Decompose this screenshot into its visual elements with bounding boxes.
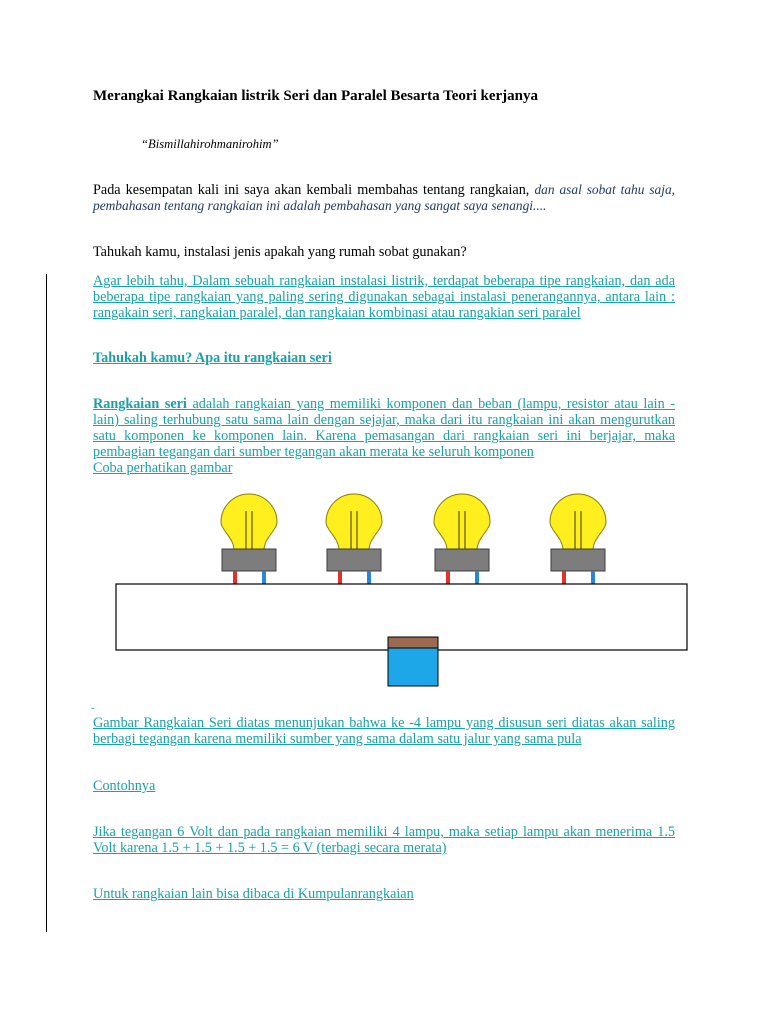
series-definition-text: adalah rangkaian yang memiliki komponen dan beban (lampu, resistor atau lain - lain) saling terhubung satu sama lain dengan sejajar, maka dari itu rangkaian ini akan mengurutkan satu komponen ke komponen lain. Karena pemasangan dari rangkaian seri ini berjajar, maka pembagian tegangan dari sumber tegangan akan merata ke seluruh komponen bbox=[93, 396, 675, 460]
lamp-bulb bbox=[221, 494, 277, 550]
example-heading[interactable]: Contohnya bbox=[93, 778, 156, 794]
installation-types-paragraph[interactable]: Agar lebih tahu, Dalam sebuah rangkaian instalasi listrik, terdapat beberapa tipe rangkaian, dan ada beberapa tipe rangkaian yang paling sering digunakan sebagai instalasi penerangannya, antara lain : rangakain seri, rangkaian paralel, dan rangkaian kombinasi atau rangakian seri paralel bbox=[93, 273, 675, 321]
lamp-terminal-right bbox=[591, 571, 595, 584]
series-term: Rangkaian seri bbox=[93, 396, 187, 412]
lamp-2 bbox=[326, 494, 382, 584]
lamp-1 bbox=[221, 494, 277, 584]
lamp-terminal-right bbox=[475, 571, 479, 584]
battery bbox=[388, 637, 438, 686]
lamp-bulb bbox=[550, 494, 606, 550]
lamp-terminal-left bbox=[338, 571, 342, 584]
caption-mark: - bbox=[91, 703, 95, 714]
lamp-terminal-right bbox=[367, 571, 371, 584]
lamp-terminal-left bbox=[562, 571, 566, 584]
lamp-base bbox=[327, 549, 381, 571]
battery-top bbox=[388, 637, 438, 648]
lamp-terminal-right bbox=[262, 571, 266, 584]
lamp-base bbox=[222, 549, 276, 571]
more-circuits-link[interactable]: Untuk rangkaian lain bisa dibaca di Kumpulanrangkaian bbox=[93, 886, 414, 902]
figure-caption[interactable]: Gambar Rangkaian Seri diatas menunjukan bahwa ke -4 lampu yang disusun seri diatas akan saling berbagi tegangan karena memiliki sumber yang sama dalam satu jalur yang sama pula bbox=[93, 715, 675, 747]
lamp-terminal-left bbox=[446, 571, 450, 584]
series-heading[interactable]: Tahukah kamu? Apa itu rangkaian seri bbox=[93, 350, 332, 366]
lamp-base bbox=[551, 549, 605, 571]
question-text: Tahukah kamu, instalasi jenis apakah yang rumah sobat gunakan? bbox=[93, 244, 467, 260]
see-figure-link[interactable]: Coba perhatikan gambar bbox=[93, 460, 233, 476]
battery-body bbox=[388, 648, 438, 686]
lamp-3 bbox=[434, 494, 490, 584]
bismillah-text: “Bismillahirohmanirohim” bbox=[141, 137, 279, 151]
lamp-4 bbox=[550, 494, 606, 584]
page-title: Merangkai Rangkaian listrik Seri dan Paralel Besarta Teori kerjanya bbox=[93, 88, 538, 104]
lamp-bulb bbox=[326, 494, 382, 550]
lamps-group bbox=[221, 494, 606, 584]
lamp-bulb bbox=[434, 494, 490, 550]
lamp-base bbox=[435, 549, 489, 571]
intro-italic-text: dan asal sobat tahu saja, pembahasan tentang rangkaian ini adalah pembahasan yang sangat saya senangi.... bbox=[93, 182, 675, 213]
voltage-example-paragraph[interactable]: Jika tegangan 6 Volt dan pada rangkaian memiliki 4 lampu, maka setiap lampu akan menerima 1.5 Volt karena 1.5 + 1.5 + 1.5 + 1.5 = 6 V (terbagi secara merata) bbox=[93, 824, 675, 856]
intro-plain-text: Pada kesempatan kali ini saya akan kembali membahas tentang rangkaian, bbox=[93, 182, 530, 198]
lamp-terminal-left bbox=[233, 571, 237, 584]
